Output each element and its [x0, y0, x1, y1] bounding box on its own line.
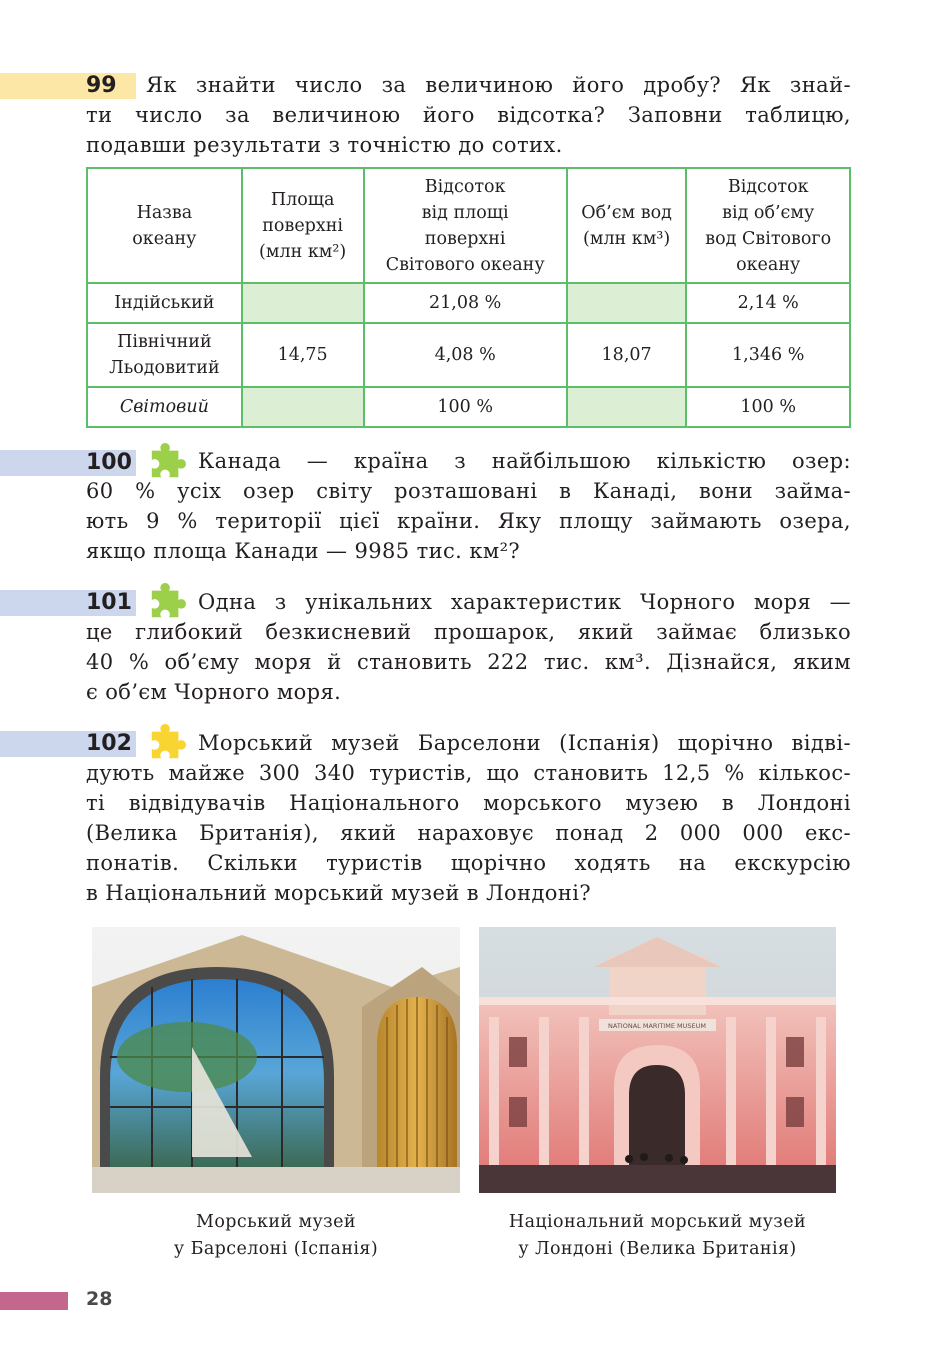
ex102-line-1: Морський музей Барселони (Іспанія) щорічно відві- — [198, 731, 851, 755]
cell-area-empty — [242, 387, 364, 427]
table-row — [87, 387, 850, 427]
barcelona-museum-photo — [92, 927, 460, 1193]
cell-area-empty — [242, 283, 364, 323]
ex101-line-3: 40 % об’єму моря й становить 222 тис. км³. Дізнайся, яким — [86, 650, 851, 674]
cell-name: Північний Льодовитий — [87, 323, 242, 387]
cell-area-pct: 4,08 % — [364, 323, 567, 387]
museum-sign: NATIONAL MARITIME MUSEUM — [608, 1022, 706, 1030]
ex99-line-1: Як знайти число за величиною його дробу? Як знай- — [146, 73, 851, 97]
cell-volume-pct: 1,346 % — [686, 323, 850, 387]
exercise-102-number: 102 — [86, 731, 132, 756]
ex99-line-3: подавши результати з точністю до сотих. — [86, 133, 563, 157]
cell-volume-pct: 100 % — [686, 387, 850, 427]
header-volume-pct: Відсоток від об’єму вод Світового океану — [686, 168, 850, 283]
cell-volume-empty — [567, 387, 687, 427]
header-area-pct: Відсоток від площі поверхні Світового океану — [364, 168, 567, 283]
ex101-line-2: це глибокий безкисневий прошарок, який займає близько — [86, 620, 851, 644]
exercise-102-text — [86, 728, 851, 908]
ex101-line-4: є об’єм Чорного моря. — [86, 680, 342, 704]
ex99-line-2: ти число за величиною його відсотка? Заповни таблицю, — [86, 103, 851, 127]
cell-volume-pct: 2,14 % — [686, 283, 850, 323]
exercise-99-number: 99 — [86, 73, 117, 98]
ex102-line-5: понатів. Скільки туристів щорічно ходять на екскурсію — [86, 851, 851, 875]
cell-name: Світовий — [87, 387, 242, 427]
ex100-line-2: 60 % усіх озер світу розташовані в Канаді, вони займа- — [86, 479, 851, 503]
cell-volume-empty — [567, 283, 687, 323]
page-marker-bar — [0, 1292, 68, 1310]
caption-barcelona: Морський музей у Барселоні (Іспанія) — [173, 1212, 379, 1259]
ex102-line-2: дують майже 300 340 туристів, що становить 12,5 % кількос- — [86, 761, 851, 785]
ex100-line-4: якщо площа Канади — 9985 тис. км²? — [86, 539, 521, 563]
cell-volume: 18,07 — [567, 323, 687, 387]
table-row — [87, 283, 850, 323]
caption-london: Національний морський музей у Лондоні (Велика Британія) — [508, 1212, 807, 1259]
header-volume: Об’єм вод (млн км³) — [567, 168, 687, 283]
exercise-101-number: 101 — [86, 590, 132, 615]
table-row — [87, 323, 850, 387]
header-area: Площа поверхні (млн км²) — [242, 168, 364, 283]
exercise-99-text — [86, 70, 851, 160]
ex100-line-3: ють 9 % території цієї країни. Яку площу займають озера, — [86, 509, 851, 533]
cell-name: Індійський — [87, 283, 242, 323]
ex102-line-6: в Національний морський музей в Лондоні? — [86, 881, 592, 905]
cell-area-pct: 100 % — [364, 387, 567, 427]
london-museum-photo — [479, 927, 836, 1193]
ex102-line-3: ті відвідувачів Національного морського музею в Лондоні — [86, 791, 851, 815]
ex102-line-4: (Велика Британія), який нараховує понад 2 000 000 екс- — [86, 821, 851, 845]
ex101-line-1: Одна з унікальних характеристик Чорного моря — — [198, 590, 851, 614]
cell-area-pct: 21,08 % — [364, 283, 567, 323]
header-ocean-name: Назва океану — [87, 168, 242, 283]
cell-area: 14,75 — [242, 323, 364, 387]
ocean-table — [86, 167, 851, 428]
exercise-101-text — [86, 587, 851, 707]
table-header-row — [87, 168, 850, 283]
ex100-line-1: Канада — країна з найбільшою кількістю озер: — [198, 449, 851, 473]
exercise-100-text — [86, 446, 851, 566]
exercise-100-number: 100 — [86, 450, 132, 475]
page-number: 28 — [86, 1288, 113, 1310]
